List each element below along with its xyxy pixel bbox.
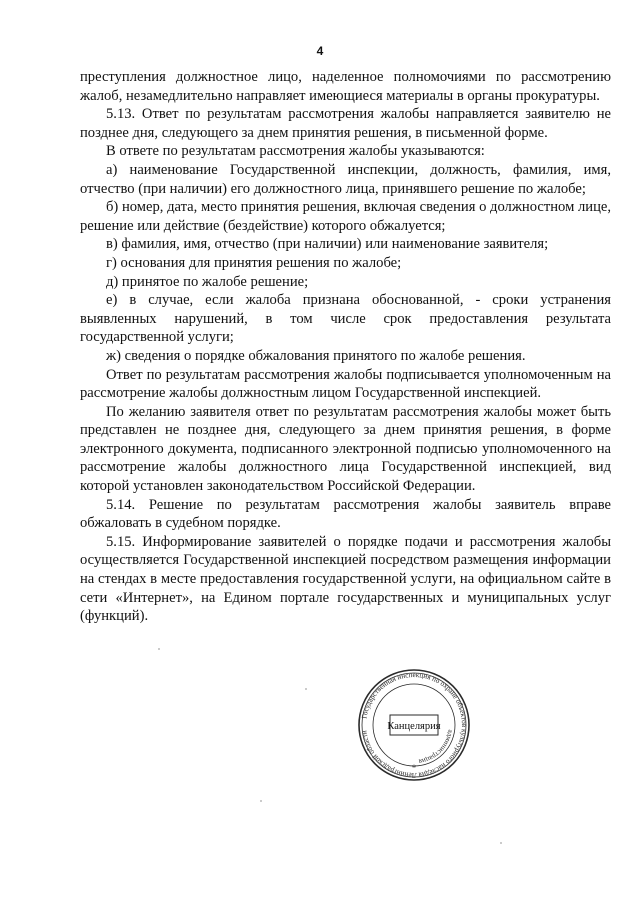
stamp-inner-text: администрация: [418, 729, 455, 766]
list-item-d: д) принятое по жалобе решение;: [106, 273, 309, 290]
paragraph-5-15: 5.15. Информирование заявителей о порядке подачи и рассмотрения жалобы осуществляется Государственной инспекцией посредством размещения информации на стендах в месте предоставления государственной услуги, на официальном сайте в сети «Интернет», на Едином портале государственных и муниципальных услуг (функций).: [80, 533, 611, 625]
paragraph-5-13: 5.13. Ответ по результатам рассмотрения жалобы направляется заявителю не позднее дня, следующего за днем принятия решения, в письменной форме.: [80, 106, 611, 141]
list-item-g: г) основания для принятия решения по жалобе;: [106, 254, 402, 271]
list-item-b: б) номер, дата, место принятия решения, включая сведения о должностном лице, решение или действие (бездействие) которого обжалуется;: [80, 199, 611, 234]
paragraph-electronic: По желанию заявителя ответ по результатам рассмотрения жалобы может быть представлен не позднее дня, следующего за днем принятия решения, в форме электронного документа, подписанного электронной подписью уполномоченного на рассмотрение жалобы должностного лица Государственной инспекцией, вид которой установлен законодательством Российской Федерации.: [80, 403, 611, 495]
list-item-e: е) в случае, если жалоба признана обоснованной, - сроки устранения выявленных нарушений, в том числе срок предоставления результата государственной услуги;: [80, 292, 611, 346]
paragraph-5-14: 5.14. Решение по результатам рассмотрения жалобы заявитель вправе обжаловать в судебном порядке.: [80, 496, 611, 532]
office-stamp: [356, 667, 472, 783]
list-item-v: в) фамилия, имя, отчество (при наличии) или наименование заявителя;: [106, 236, 549, 253]
stamp-star: *: [411, 763, 417, 773]
stamp-seal: [356, 667, 472, 783]
document-body: [80, 68, 611, 626]
scan-speck: [158, 648, 160, 650]
scan-speck: [305, 688, 307, 690]
list-item-a: а) наименование Государственной инспекции, должность, фамилия, имя, отчество (при наличии) его должностного лица, принявшего решение по жалобе;: [80, 161, 611, 197]
paragraph-continuation: преступления должностное лицо, наделенное полномочиями по рассмотрению жалоб, незамедлительно направляет имеющиеся материалы в органы прокуратуры.: [80, 69, 611, 104]
scan-speck: [500, 842, 502, 844]
scan-speck: [260, 800, 262, 802]
stamp-outer-text: Государственная инспекция по охране объектов культурного наследия Ленинградской области: [360, 670, 469, 780]
paragraph-signing: Ответ по результатам рассмотрения жалобы подписывается уполномоченным на рассмотрение жалобы должностным лицом Государственной инспекцией.: [80, 366, 611, 402]
list-item-zh: ж) сведения о порядке обжалования принятого по жалобе решения.: [106, 347, 526, 364]
page-number: 4: [316, 44, 324, 58]
paragraph-answer-intro: В ответе по результатам рассмотрения жалобы указываются:: [106, 143, 485, 160]
stamp-center-label: Канцелярия: [387, 721, 441, 732]
